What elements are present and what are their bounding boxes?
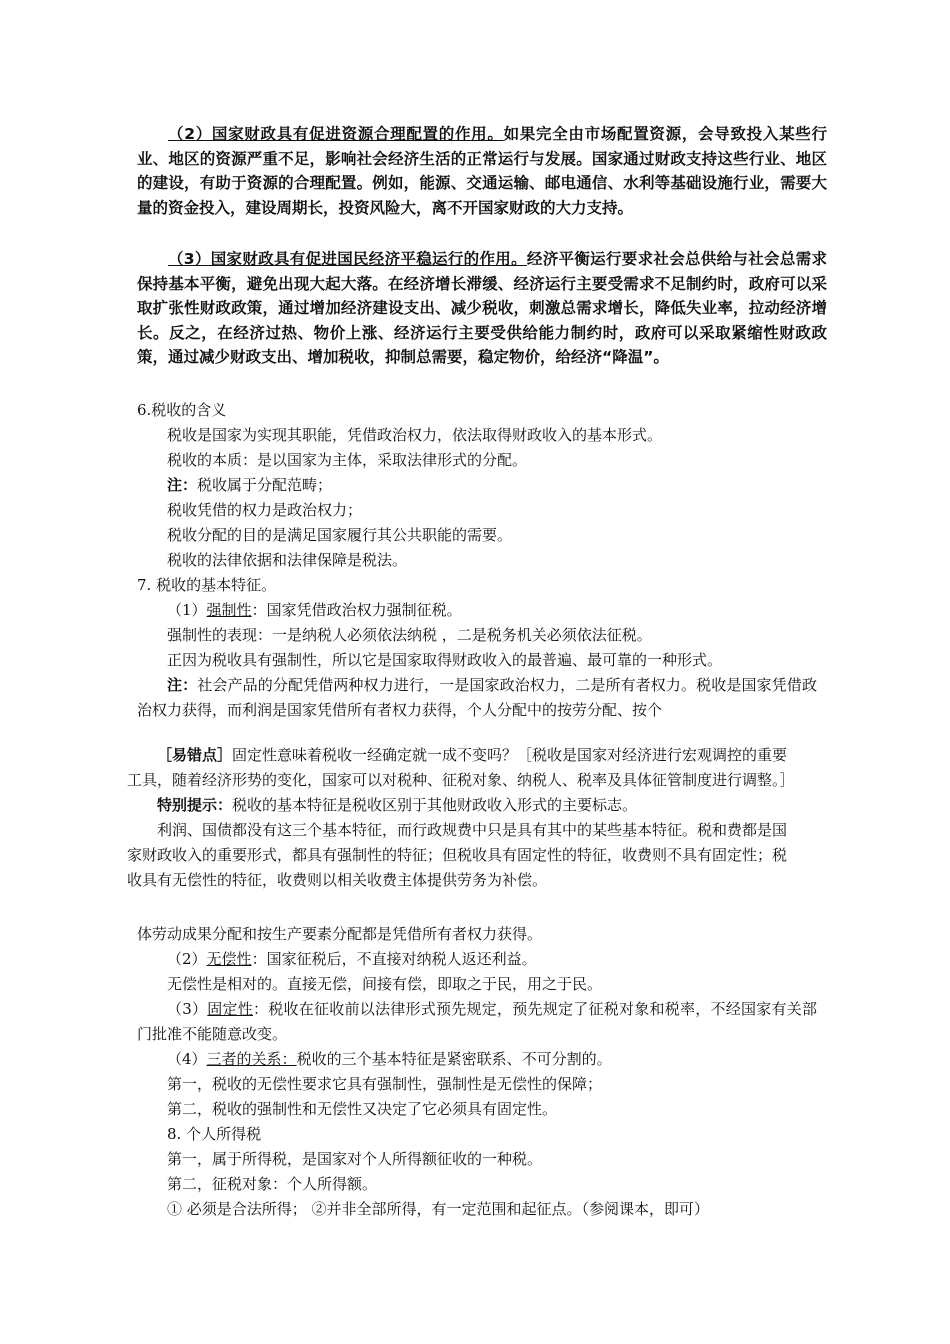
sec8-line1: 第一，属于所得税，是国家对个人所得额征收的一种税。 [167, 1150, 543, 1168]
para2-body: 如果完全由市场配置资源，会导致投入某些行业、地区的资源严重不足，影响社会经济生活的正常运行与发展。国家通过财政支持这些行业、地区的建设，有助于资源的合理配置。例如，能源、交通运输、邮电通信、水利等基础设施行业，需要大量的资金投入，建设周期长，投资风险大，离不开国家财政的大力支持。 [137, 125, 827, 217]
sec6-heading: 6.税收的含义 [137, 401, 227, 419]
item2-line2: 无偿性是相对的。直接无偿，间接有偿，即取之于民，用之于民。 [167, 975, 603, 993]
cont-line0: 体劳动成果分配和按生产要素分配都是凭借所有者权力获得。 [137, 925, 543, 943]
sec7-note [137, 673, 817, 723]
sec8-line3: ① 必须是合法所得； ②并非全部所得，有一定范围和起征点。（参阅课本，即可） [167, 1200, 710, 1218]
sec6-line3: 税收属于分配范畴； [197, 476, 333, 494]
sec6-line2: 税收的本质：是以国家为主体，采取法律形式的分配。 [167, 451, 528, 469]
error-point-text: 固定性意味着税收一经确定就一成不变吗？［税收是国家对经济进行宏观调控的重要工具，随着经济形势的变化，国家可以对税种、征税对象、纳税人、税率及具体征管制度进行调整。］ [127, 746, 795, 789]
para3-lead: （3）国家财政具有促进国民经济平稳运行的作用。 [168, 250, 527, 268]
note-label-2: 注： [167, 676, 198, 694]
special-tip-text-2: 利润、国债都没有这三个基本特征，而行政规费中只是具有其中的某些基本特征。税和费都是国家财政收入的重要形式，都具有强制性的特征；但税收具有固定性的特征，收费则不具有固定性；税收具有无偿性的特征，收费则以相关收费主体提供劳务为补偿。 [127, 821, 788, 889]
special-tip-label: 特别提示： [157, 796, 233, 814]
sec6-line1: 税收是国家为实现其职能，凭借政治权力，依法取得财政收入的基本形式。 [167, 426, 663, 444]
item1-text: ：国家凭借政治权力强制征税。 [251, 601, 462, 619]
sec6-line5: 税收分配的目的是满足国家履行其公共职能的需要。 [167, 526, 513, 544]
note-label: 注： [167, 476, 198, 494]
item4-num: （4） [167, 1050, 207, 1068]
special-tip-text: 税收的基本特征是税收区别于其他财政收入形式的主要标志。 [232, 796, 638, 814]
sec7-item1-line3: 正因为税收具有强制性，所以它是国家取得财政收入的最普遍、最可靠的一种形式。 [167, 651, 723, 669]
sec7-item1-line2: 强制性的表现：一是纳税人必须依法纳税 ，二是税务机关必须依法征税。 [167, 626, 652, 644]
para2-lead: （2）国家财政具有促进资源合理配置的作用。 [168, 125, 504, 143]
sec6-line4: 税收凭借的权力是政治权力； [167, 501, 363, 519]
sec7-item1 [167, 598, 462, 623]
item1-num: （1） [167, 601, 207, 619]
item2-term: 无偿性 [206, 950, 252, 968]
item3-num: （3） [167, 1000, 208, 1018]
sec6-note [167, 473, 332, 498]
item3-term: 固定性 [207, 1000, 254, 1018]
item3-text: ：税收在征收前以法律形式预先规定，预先规定了征税对象和税率，不经国家有关部门批准不能随意改变。 [137, 1000, 817, 1043]
item4-text: 税收的三个基本特征是紧密联系、不可分割的。 [296, 1050, 612, 1068]
item4-term: 三者的关系： [206, 1050, 297, 1068]
tip-block [127, 743, 797, 893]
para3-body: 经济平衡运行要求社会总供给与社会总需求保持基本平衡，避免出现大起大落。在经济增长滞缓、经济运行主要受需求不足制约时，政府可以采取扩张性财政政策，通过增加经济建设支出、减少税收，刺激总需求增长，降低失业率，拉动经济增长。反之，在经济过热、物价上涨、经济运行主要受供给能力制约时，政府可以采取紧缩性财政政策，通过减少财政支出、增加税收，抑制总需要，稳定物价，给经济“降温”。 [137, 250, 827, 367]
sec7-heading: 7. 税收的基本特征。 [137, 576, 277, 594]
error-point-label: ［易错点］ [157, 746, 233, 764]
item2-num: （2） [167, 950, 207, 968]
paragraph-3 [137, 247, 827, 370]
sec7-note-text: 社会产品的分配凭借两种权力进行，一是国家政治权力，二是所有者权力。税收是国家凭借政治权力获得，而利润是国家凭借所有者权力获得，个人分配中的按劳分配、按个 [137, 676, 817, 719]
item2 [167, 947, 537, 972]
sec8-line2: 第二，征税对象：个人所得额。 [167, 1175, 378, 1193]
item3 [137, 997, 817, 1047]
item4 [167, 1047, 612, 1072]
item4-line3: 第二，税收的强制性和无偿性又决定了它必须具有固定性。 [167, 1100, 558, 1118]
sec6-line6: 税收的法律依据和法律保障是税法。 [167, 551, 408, 569]
sec8-heading: 8. 个人所得税 [167, 1125, 262, 1143]
paragraph-2 [137, 122, 827, 220]
item4-line2: 第一，税收的无偿性要求它具有强制性，强制性是无偿性的保障； [167, 1075, 603, 1093]
item1-term: 强制性 [206, 601, 252, 619]
item2-text: ：国家征税后，不直接对纳税人返还利益。 [251, 950, 537, 968]
